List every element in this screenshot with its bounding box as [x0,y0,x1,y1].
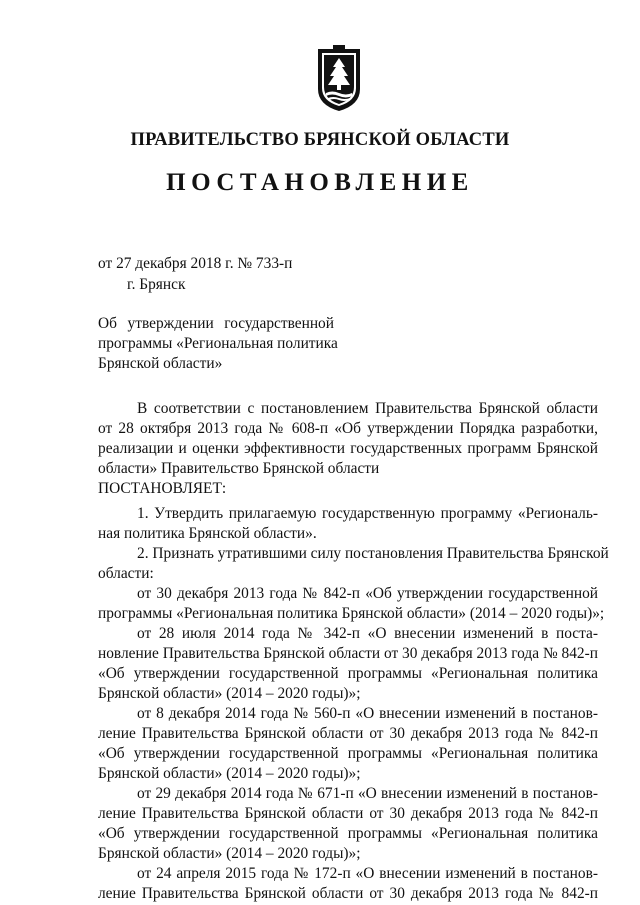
body-line: области» Правительство Брянской области [98,460,380,477]
body-line: от 24 апреля 2015 года № 172-п «О внесении изменений в постанов- [137,865,598,882]
body-line: 2. Признать утратившими силу постановления Правительства Брянской [137,545,609,562]
body-line: Брянской области» (2014 – 2020 годы)»; [98,765,361,782]
body-line: «Об утверждении государственной программы «Региональная политика [98,665,598,682]
city-name: г. Брянск [127,276,186,293]
body-line: области: [98,565,154,582]
body-line: Брянской области» (2014 – 2020 годы)»; [98,685,361,702]
body-line: ная политика Брянской области». [98,525,317,542]
subject-line: Брянской области» [98,355,223,372]
body-line: от 28 октября 2013 года № 608-п «Об утверждении Порядка разработки, [98,420,598,437]
body-line: Брянской области» (2014 – 2020 годы)»; [98,845,361,862]
body-line: программы «Региональная политика Брянской области» (2014 – 2020 годы)»; [98,605,605,622]
subject-line: программы «Региональная политика [98,335,338,352]
body-line: от 8 декабря 2014 года № 560-п «О внесении изменений в постанов- [137,705,598,722]
body-line: В соответствии с постановлением Правительства Брянской области [137,400,598,417]
body-line: реализации и оценки эффективности государственных программ Брянской [98,440,598,457]
document-type-title: ПОСТАНОВЛЕНИЕ [166,169,474,196]
body-line: от 30 декабря 2013 года № 842-п «Об утверждении государственной [137,585,598,602]
body-line: ление Правительства Брянской области от 30 декабря 2013 года № 842-п [98,885,598,902]
subject-line: Об утверждении государственной [98,315,334,332]
body-line: «Об утверждении государственной программы «Региональная политика [98,825,598,842]
bryansk-coat-of-arms-icon [313,45,365,113]
government-title: ПРАВИТЕЛЬСТВО БРЯНСКОЙ ОБЛАСТИ [130,130,510,150]
body-line: ление Правительства Брянской области от 30 декабря 2013 года № 842-п [98,725,598,742]
body-line: ПОСТАНОВЛЯЕТ: [98,480,227,497]
body-line: 1. Утвердить прилагаемую государственную программу «Региональ- [137,505,598,522]
date-and-number: от 27 декабря 2018 г. № 733-п [98,255,293,272]
body-line: от 28 июля 2014 года № 342-п «О внесении изменений в поста- [137,625,598,642]
body-line: новление Правительства Брянской области от 30 декабря 2013 года № 842-п [98,645,598,662]
body-line: ление Правительства Брянской области от 30 декабря 2013 года № 842-п [98,805,598,822]
body-line: от 29 декабря 2014 года № 671-п «О внесении изменений в постанов- [137,785,598,802]
body-line: «Об утверждении государственной программы «Региональная политика [98,745,598,762]
